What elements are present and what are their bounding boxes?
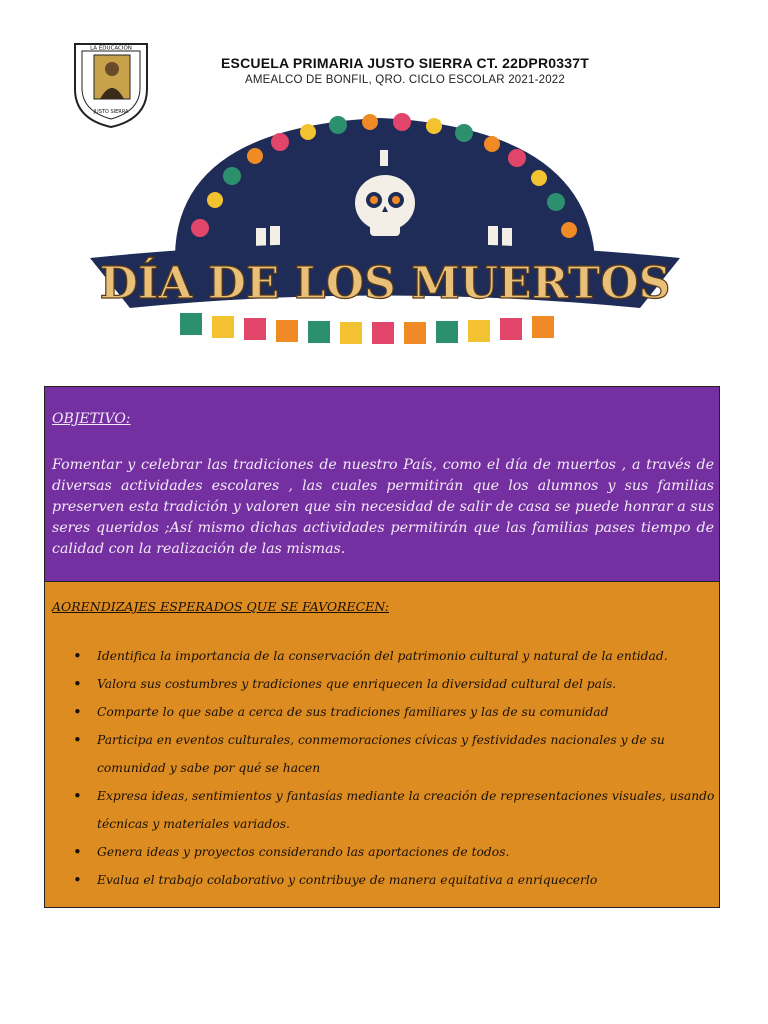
objective-text: Fomentar y celebrar las tradiciones de nuestro País, como el día de muertos , a través de diversas actividades escolares , las cuales permitirán que los alumnos y sus familias preserven esta tradición y valoren que sin necesidad de salir de casa se puede honrar a sus seres queridos ;Así mismo dichas actividades permitirán que las familias pases tiempo de calidad con la realización de las mismas. bbox=[52, 457, 714, 557]
papel-picado-row bbox=[180, 313, 554, 344]
seal-text: LA EDUCACIÓN bbox=[90, 45, 132, 52]
list-item: • Genera ideas y proyectos considerando las aportaciones de todos. bbox=[70, 838, 716, 866]
list-item: • Evalua el trabajo colaborativo y contribuye de manera equitativa a enriquecerlo bbox=[70, 866, 716, 894]
school-title: ESCUELA PRIMARIA JUSTO SIERRA CT. 22DPR0337T bbox=[221, 55, 589, 71]
list-item: • Valora sus costumbres y tradiciones que enriquecen la diversidad cultural del país. bbox=[70, 670, 716, 698]
learning-heading: AORENDIZAJES ESPERADOS QUE SE FAVORECEN: bbox=[52, 599, 390, 614]
learning-box bbox=[44, 581, 720, 908]
seal-name: JUSTO SIERRA bbox=[93, 109, 129, 115]
list-item: • Comparte lo que sabe a cerca de sus tradiciones familiares y las de su comunidad bbox=[70, 698, 716, 726]
list-item: • Identifica la importancia de la conservación del patrimonio cultural y natural de la entidad. bbox=[70, 642, 716, 670]
list-item: • Expresa ideas, sentimientos y fantasías mediante la creación de representaciones visuales, usando técnicas y materiales variados. bbox=[70, 782, 716, 838]
school-subtitle: AMEALCO DE BONFIL, QRO. CICLO ESCOLAR 2021-2022 bbox=[244, 74, 565, 86]
banner-title: DÍA DE LOS MUERTOS bbox=[99, 258, 671, 309]
dia-de-los-muertos-banner bbox=[80, 108, 690, 353]
objective-heading: OBJETIVO: bbox=[52, 411, 131, 427]
objective-box bbox=[44, 386, 720, 582]
learning-list bbox=[70, 642, 716, 894]
list-item: • Participa en eventos culturales, conmemoraciones cívicas y festividades nacionales y de su comunidad y sabe por qué se hacen bbox=[70, 726, 716, 782]
